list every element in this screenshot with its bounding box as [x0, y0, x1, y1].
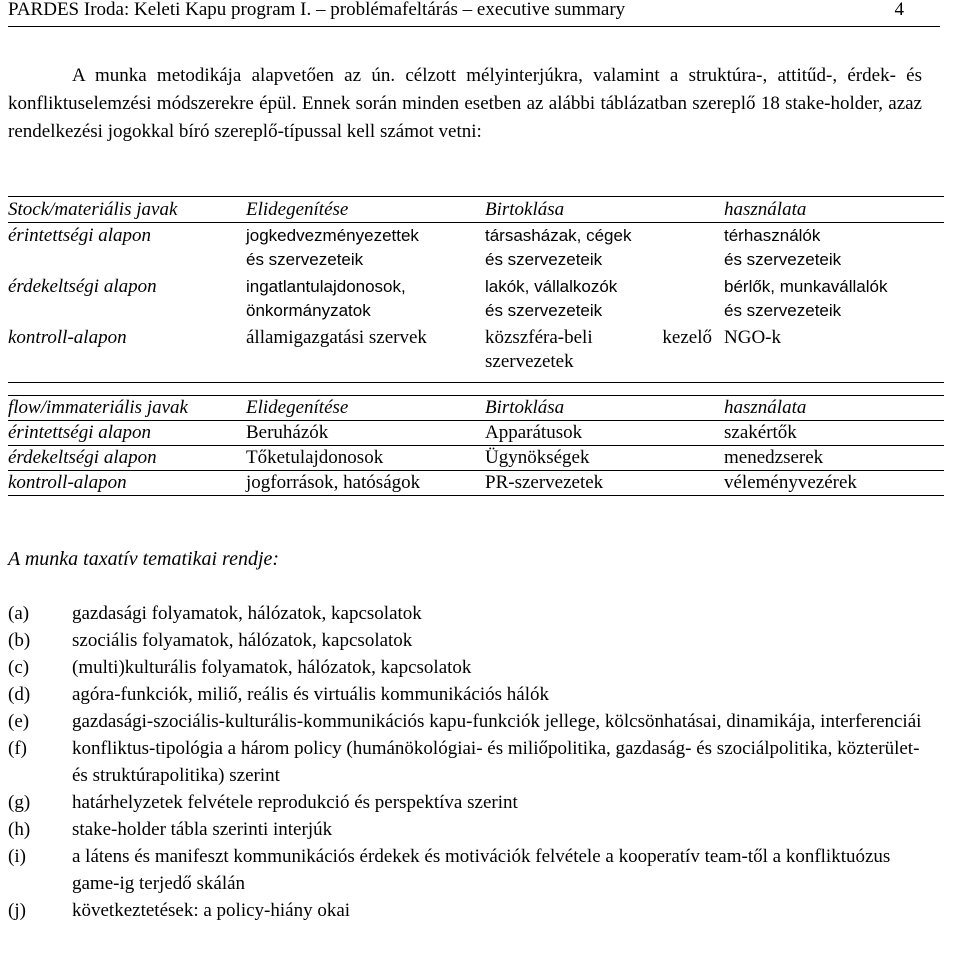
table-row: [8, 421, 944, 446]
table-row: [8, 223, 944, 275]
table-cell: [485, 223, 724, 275]
table-cell: Apparátusok: [485, 421, 724, 446]
table-row: [8, 325, 944, 383]
list-item: [8, 816, 938, 843]
page-number: 4: [894, 0, 904, 20]
row-label: kontroll-alapon: [8, 325, 246, 383]
cell-line: ingatlantulajdonosok,: [246, 277, 406, 296]
list-item: [8, 735, 938, 789]
flow-header-cell: Birtoklása: [485, 396, 724, 421]
list-label: (d): [8, 684, 31, 705]
flow-header-cell: Elidegenítése: [246, 396, 485, 421]
list-label: (j): [8, 900, 26, 921]
list-text: a látens és manifeszt kommunikációs érdekek és motivációk felvétele a kooperatív team-től a konfliktuózus game-ig terjedő skálán: [72, 846, 891, 894]
list-label: (e): [8, 711, 30, 732]
list-item: [8, 789, 938, 816]
thematic-list: [8, 600, 938, 924]
list-label: (h): [8, 819, 31, 840]
list-item: [8, 681, 938, 708]
table-cell: [246, 274, 485, 325]
stock-table: [8, 196, 944, 383]
table-cell: véleményvezérek: [724, 471, 944, 496]
cell-line: és szervezeteik: [485, 250, 603, 269]
table-cell: [246, 223, 485, 275]
cell-line: NGO-k: [724, 327, 781, 348]
cell-line: társasházak, cégek: [485, 226, 632, 245]
table-cell: Tőketulajdonosok: [246, 446, 485, 471]
flow-table-header: [8, 396, 944, 421]
cell-line: és szervezeteik: [246, 250, 364, 269]
page-header: [8, 0, 940, 27]
stock-header-cell: Birtoklása: [485, 197, 724, 223]
list-label: (b): [8, 630, 31, 651]
section-title: A munka taxatív tematikai rendje:: [8, 548, 280, 570]
cell-line: államigazgatási szervek: [246, 327, 427, 348]
list-label: (f): [8, 738, 27, 759]
cell-line: és szervezeteik: [485, 301, 603, 320]
list-item: [8, 897, 938, 924]
table-cell: [485, 325, 724, 383]
table-cell: [724, 223, 944, 275]
table-row: [8, 446, 944, 471]
row-label: kontroll-alapon: [8, 471, 246, 496]
list-text: konfliktus-tipológia a három policy (humánökológiai- és miliőpolitika, gazdaság- és szociálpolitika, közterület- és struktúrapolitika) szerint: [72, 738, 920, 786]
cell-line: térhasználók: [724, 226, 821, 245]
row-label: érdekeltségi alapon: [8, 276, 157, 297]
cell-line: jogkedvezményezettek: [246, 226, 419, 245]
flow-table: [8, 395, 944, 496]
cell-line: szervezetek: [485, 351, 574, 372]
cell-line: lakók, vállalkozók: [485, 277, 618, 296]
list-text: stake-holder tábla szerinti interjúk: [72, 819, 333, 840]
table-cell: [724, 325, 944, 383]
cell-word: közszféra-beli: [485, 327, 593, 348]
list-item: [8, 708, 938, 735]
table-cell: [485, 274, 724, 325]
list-item: [8, 600, 938, 627]
cell-line: önkormányzatok: [246, 301, 371, 320]
list-label: (g): [8, 792, 31, 813]
list-text: (multi)kulturális folyamatok, hálózatok, kapcsolatok: [72, 657, 472, 678]
table-cell: szakértők: [724, 421, 944, 446]
table-row: [8, 274, 944, 325]
row-label: érintettségi alapon: [8, 225, 152, 246]
cell-line-justified: [485, 326, 724, 350]
list-text: agóra-funkciók, miliő, reális és virtuális kommunikációs hálók: [72, 684, 550, 705]
table-cell: Beruházók: [246, 421, 485, 446]
flow-header-cell: használata: [724, 396, 944, 421]
stock-header-cell: Stock/materiális javak: [8, 197, 246, 223]
list-text: határhelyzetek felvétele reprodukció és perspektíva szerint: [72, 792, 518, 813]
header-title: PARDES Iroda: Keleti Kapu program I. – problémafeltárás – executive summary: [8, 0, 626, 20]
list-label: (a): [8, 603, 30, 624]
list-item: [8, 654, 938, 681]
intro-paragraph: A munka metodikája alapvetően az ún. célzott mélyinterjúkra, valamint a struktúra-, attitűd-, érdek- és konfliktuselemzési módszerekre épül. Ennek során minden esetben az alábbi táblázatban szereplő 18 stake-holder, azaz rendelkezési jogokkal bíró szereplő-típussal kell számot vetni:: [8, 65, 922, 142]
stock-table-header: [8, 197, 944, 223]
cell-line: bérlők, munkavállalók: [724, 277, 888, 296]
list-label: (i): [8, 846, 26, 867]
table-cell: [246, 325, 485, 383]
table-row: [8, 471, 944, 496]
table-cell: [724, 274, 944, 325]
row-label: érintettségi alapon: [8, 421, 246, 446]
table-cell: Ügynökségek: [485, 446, 724, 471]
stock-header-cell: Elidegenítése: [246, 197, 485, 223]
list-item: [8, 627, 938, 654]
list-text: következtetések: a policy-hiány okai: [72, 900, 351, 921]
cell-word: kezelő: [662, 327, 712, 348]
table-cell: menedzserek: [724, 446, 944, 471]
list-text: gazdasági-szociális-kulturális-kommunikációs kapu-funkciók jellege, kölcsönhatásai, dinamikája, interferenciái: [72, 711, 922, 732]
list-text: szociális folyamatok, hálózatok, kapcsolatok: [72, 630, 413, 651]
stock-header-cell: használata: [724, 197, 944, 223]
flow-header-cell: flow/immateriális javak: [8, 396, 246, 421]
list-item: [8, 843, 938, 897]
cell-line: és szervezeteik: [724, 250, 842, 269]
table-cell: jogforrások, hatóságok: [246, 471, 485, 496]
table-cell: PR-szervezetek: [485, 471, 724, 496]
row-label: érdekeltségi alapon: [8, 446, 246, 471]
list-text: gazdasági folyamatok, hálózatok, kapcsolatok: [72, 603, 422, 624]
cell-line: és szervezeteik: [724, 301, 842, 320]
list-label: (c): [8, 657, 30, 678]
